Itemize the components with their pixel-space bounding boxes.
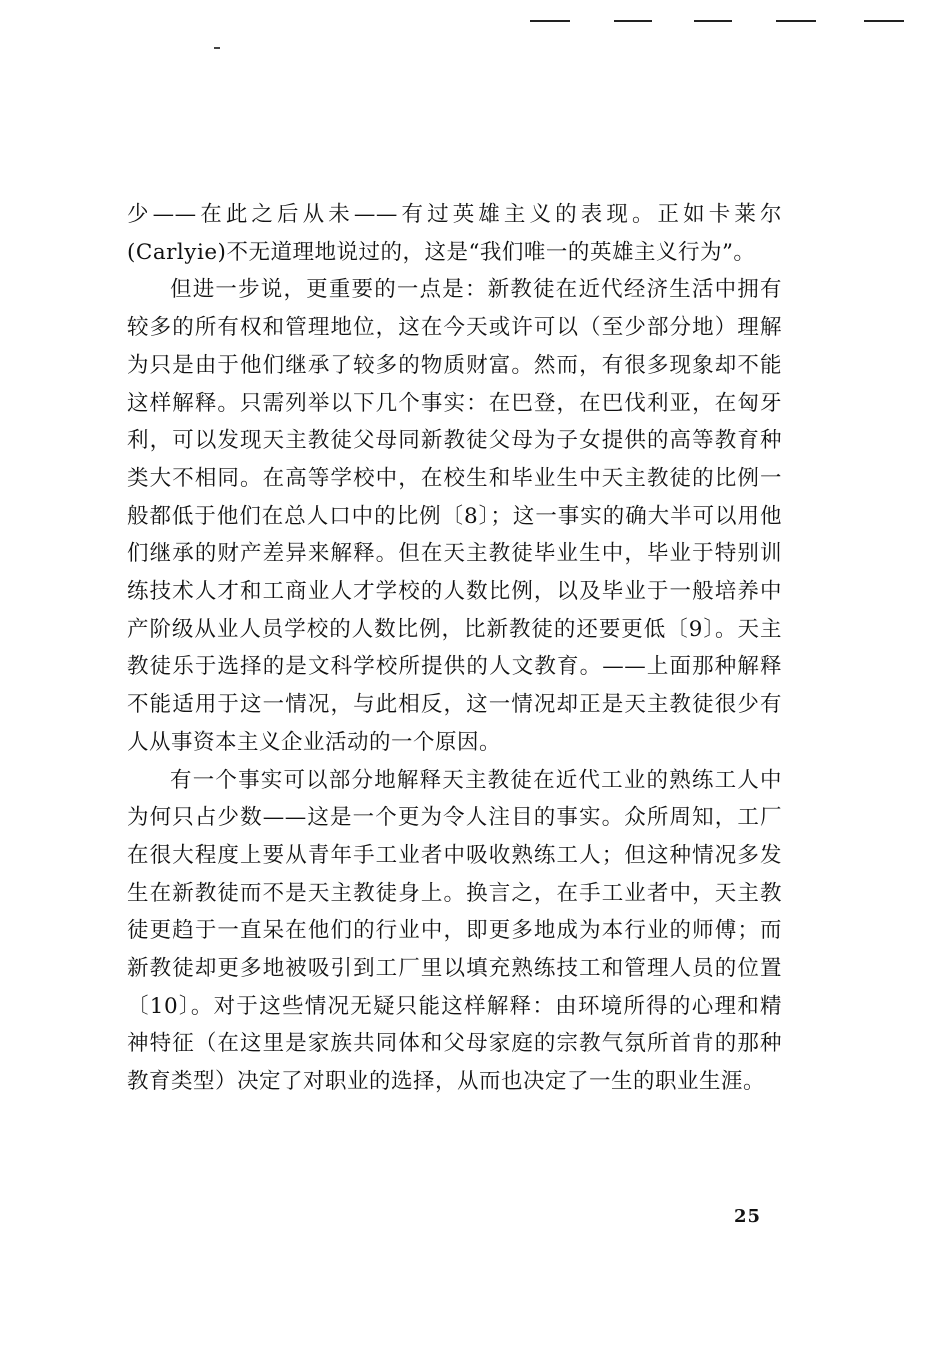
paragraph: 但进一步说，更重要的一点是：新教徒在近代经济生活中拥有较多的所有权和管理地位，这在今天或许可以（至少部分地）理解为只是由于他们继承了较多的物质财富。然而，有很多现象却不能这样解释。只需列举以下几个事实：在巴登，在巴伐利亚，在匈牙利，可以发现天主教徒父母同新教徒父母为子女提供的高等教育种类大不相同。在高等学校中，在校生和毕业生中天主教徒的比例一般都低于他们在总人口中的比例〔8〕；这一事实的确大半可以用他们继承的财产差异来解释。但在天主教徒毕业生中，毕业于特别训练技术人才和工商业人才学校的人数比例，以及毕业于一般培养中产阶级从业人员学校的人数比例，比新教徒的还要更低〔9〕。天主教徒乐于选择的是文科学校所提供的人文教育。——上面那种解释不能适用于这一情况，与此相反，这一情况却正是天主教徒很少有人从事资本主义企业活动的一个原因。 [127,277,782,755]
scan-mark [214,47,220,49]
paragraph-continued: 少——在此之后从未——有过英雄主义的表现。正如卡莱尔(Carlyie)不无道理地说过的，这是“我们唯一的英雄主义行为”。 [127,202,782,265]
header-rules [530,20,952,24]
paragraph: 有一个事实可以部分地解释天主教徒在近代工业的熟练工人中为何只占少数——这是一个更为令人注目的事实。众所周知，工厂在很大程度上要从青年手工业者中吸收熟练工人；但这种情况多发生在新教徒而不是天主教徒身上。换言之，在手工业者中，天主教徒更趋于一直呆在他们的行业中，即更多地成为本行业的师傅；而新教徒却更多地被吸引到工厂里以填充熟练技工和管理人员的位置〔10〕。对于这些情况无疑只能这样解释：由环境所得的心理和精神特征（在这里是家族共同体和父母家庭的宗教气氛所首肯的那种教育类型）决定了对职业的选择，从而也决定了一生的职业生涯。 [127,767,782,1095]
header-rule [864,20,904,22]
page-number: 25 [734,1206,762,1227]
header-rule [530,20,570,22]
body-text [127,196,782,1101]
header-rule [694,20,732,22]
header-rule [614,20,652,22]
header-rule [776,20,816,22]
